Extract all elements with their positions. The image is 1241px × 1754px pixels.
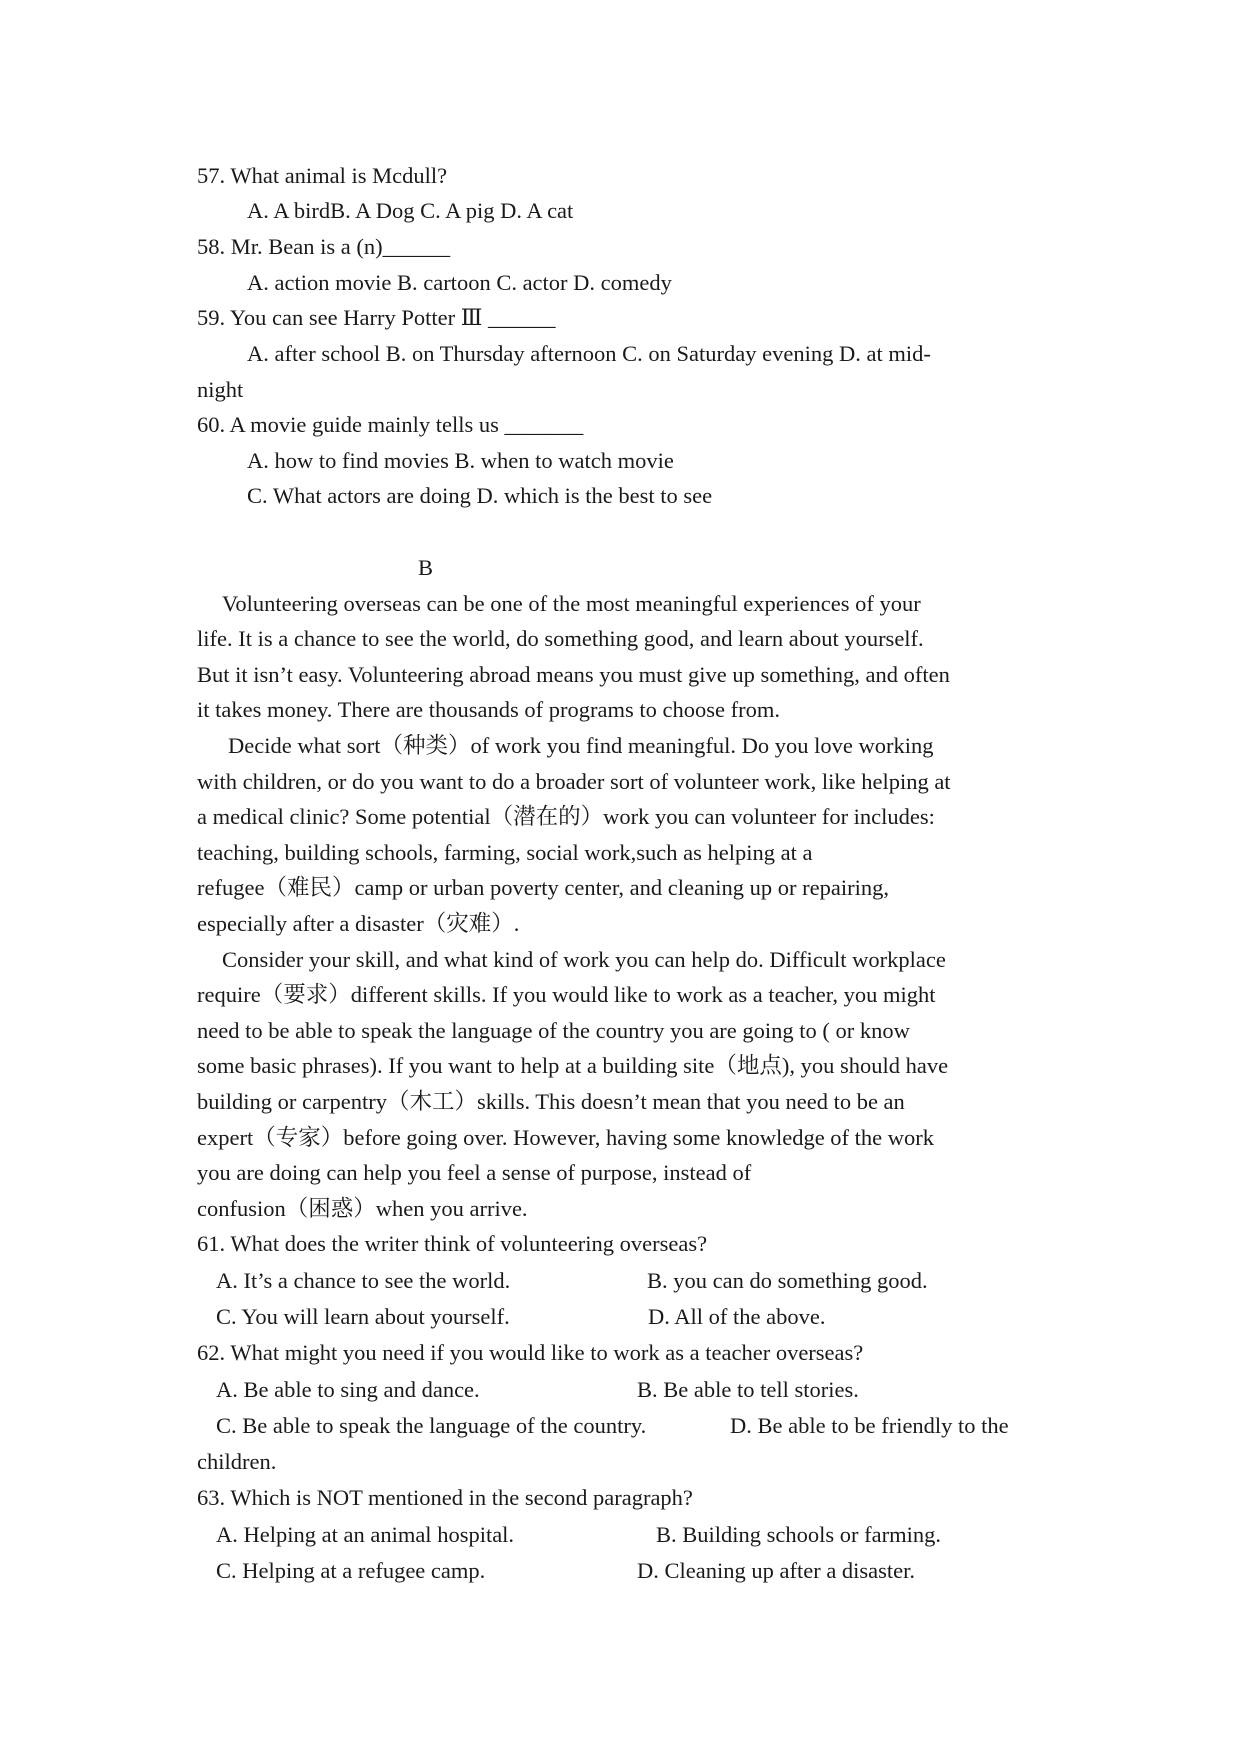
q61-option-a: A. It’s a chance to see the world. bbox=[216, 1268, 511, 1293]
q63-option-c: C. Helping at a refugee camp. bbox=[216, 1558, 486, 1583]
q62-option-c: C. Be able to speak the language of the country. bbox=[216, 1413, 647, 1438]
q57-options: A. A birdB. A Dog C. A pig D. A cat bbox=[247, 198, 574, 223]
passage-line: Volunteering overseas can be one of the most meaningful experiences of your bbox=[222, 591, 921, 616]
q62-option-a: A. Be able to sing and dance. bbox=[216, 1377, 480, 1402]
passage-line: expert（专家）before going over. However, having some knowledge of the work bbox=[197, 1125, 935, 1150]
q63-stem: 63. Which is NOT mentioned in the second paragraph? bbox=[197, 1485, 693, 1510]
passage-line: life. It is a chance to see the world, do something good, and learn about yourself. bbox=[197, 626, 924, 651]
passage-line: with children, or do you want to do a broader sort of volunteer work, like helping at bbox=[197, 769, 951, 794]
passage-heading: B bbox=[418, 555, 434, 580]
q61-option-c: C. You will learn about yourself. bbox=[216, 1304, 510, 1329]
q62-stem: 62. What might you need if you would like to work as a teacher overseas? bbox=[197, 1340, 864, 1365]
q63-option-d: D. Cleaning up after a disaster. bbox=[637, 1558, 916, 1583]
passage-line: some basic phrases). If you want to help at a building site（地点), you should have bbox=[197, 1053, 949, 1078]
q61-option-d: D. All of the above. bbox=[648, 1304, 826, 1329]
q62-option-b: B. Be able to tell stories. bbox=[637, 1377, 859, 1402]
q61-option-b: B. you can do something good. bbox=[647, 1268, 928, 1293]
q59-options-line1: A. after school B. on Thursday afternoon C. on Saturday evening D. at mid- bbox=[247, 341, 931, 366]
passage-line: refugee（难民）camp or urban poverty center, and cleaning up or repairing, bbox=[197, 875, 889, 900]
passage-line: require（要求）different skills. If you would like to work as a teacher, you might bbox=[197, 982, 936, 1007]
q60-options-line2: C. What actors are doing D. which is the best to see bbox=[247, 483, 713, 508]
q58-options: A. action movie B. cartoon C. actor D. comedy bbox=[247, 270, 672, 295]
passage-line: teaching, building schools, farming, social work,such as helping at a bbox=[197, 840, 813, 865]
q59-stem: 59. You can see Harry Potter Ⅲ ______ bbox=[197, 305, 556, 330]
q62-option-d-cont: children. bbox=[197, 1449, 277, 1474]
q62-option-d: D. Be able to be friendly to the bbox=[730, 1413, 1009, 1438]
q63-option-a: A. Helping at an animal hospital. bbox=[216, 1522, 515, 1547]
q57-stem: 57. What animal is Mcdull? bbox=[197, 163, 448, 188]
q58-stem: 58. Mr. Bean is a (n)______ bbox=[197, 234, 451, 259]
passage-line: Decide what sort（种类）of work you find meaningful. Do you love working bbox=[228, 733, 934, 758]
q63-option-b: B. Building schools or farming. bbox=[656, 1522, 941, 1547]
passage-line: But it isn’t easy. Volunteering abroad means you must give up something, and often bbox=[197, 662, 950, 687]
passage-line: you are doing can help you feel a sense of purpose, instead of bbox=[197, 1160, 752, 1185]
passage-line: it takes money. There are thousands of programs to choose from. bbox=[197, 697, 780, 722]
passage-line: especially after a disaster（灾难）. bbox=[197, 911, 520, 936]
q60-stem: 60. A movie guide mainly tells us _______ bbox=[197, 412, 584, 437]
passage-line: building or carpentry（木工）skills. This doesn’t mean that you need to be an bbox=[197, 1089, 905, 1114]
q60-options-line1: A. how to find movies B. when to watch movie bbox=[247, 448, 674, 473]
q59-options-line2: night bbox=[197, 377, 244, 402]
passage-line: Consider your skill, and what kind of work you can help do. Difficult workplace bbox=[222, 947, 946, 972]
q61-stem: 61. What does the writer think of volunteering overseas? bbox=[197, 1231, 708, 1256]
passage-line: need to be able to speak the language of the country you are going to ( or know bbox=[197, 1018, 910, 1043]
passage-line: confusion（困惑）when you arrive. bbox=[197, 1196, 528, 1221]
passage-line: a medical clinic? Some potential（潜在的）work you can volunteer for includes: bbox=[197, 804, 935, 829]
